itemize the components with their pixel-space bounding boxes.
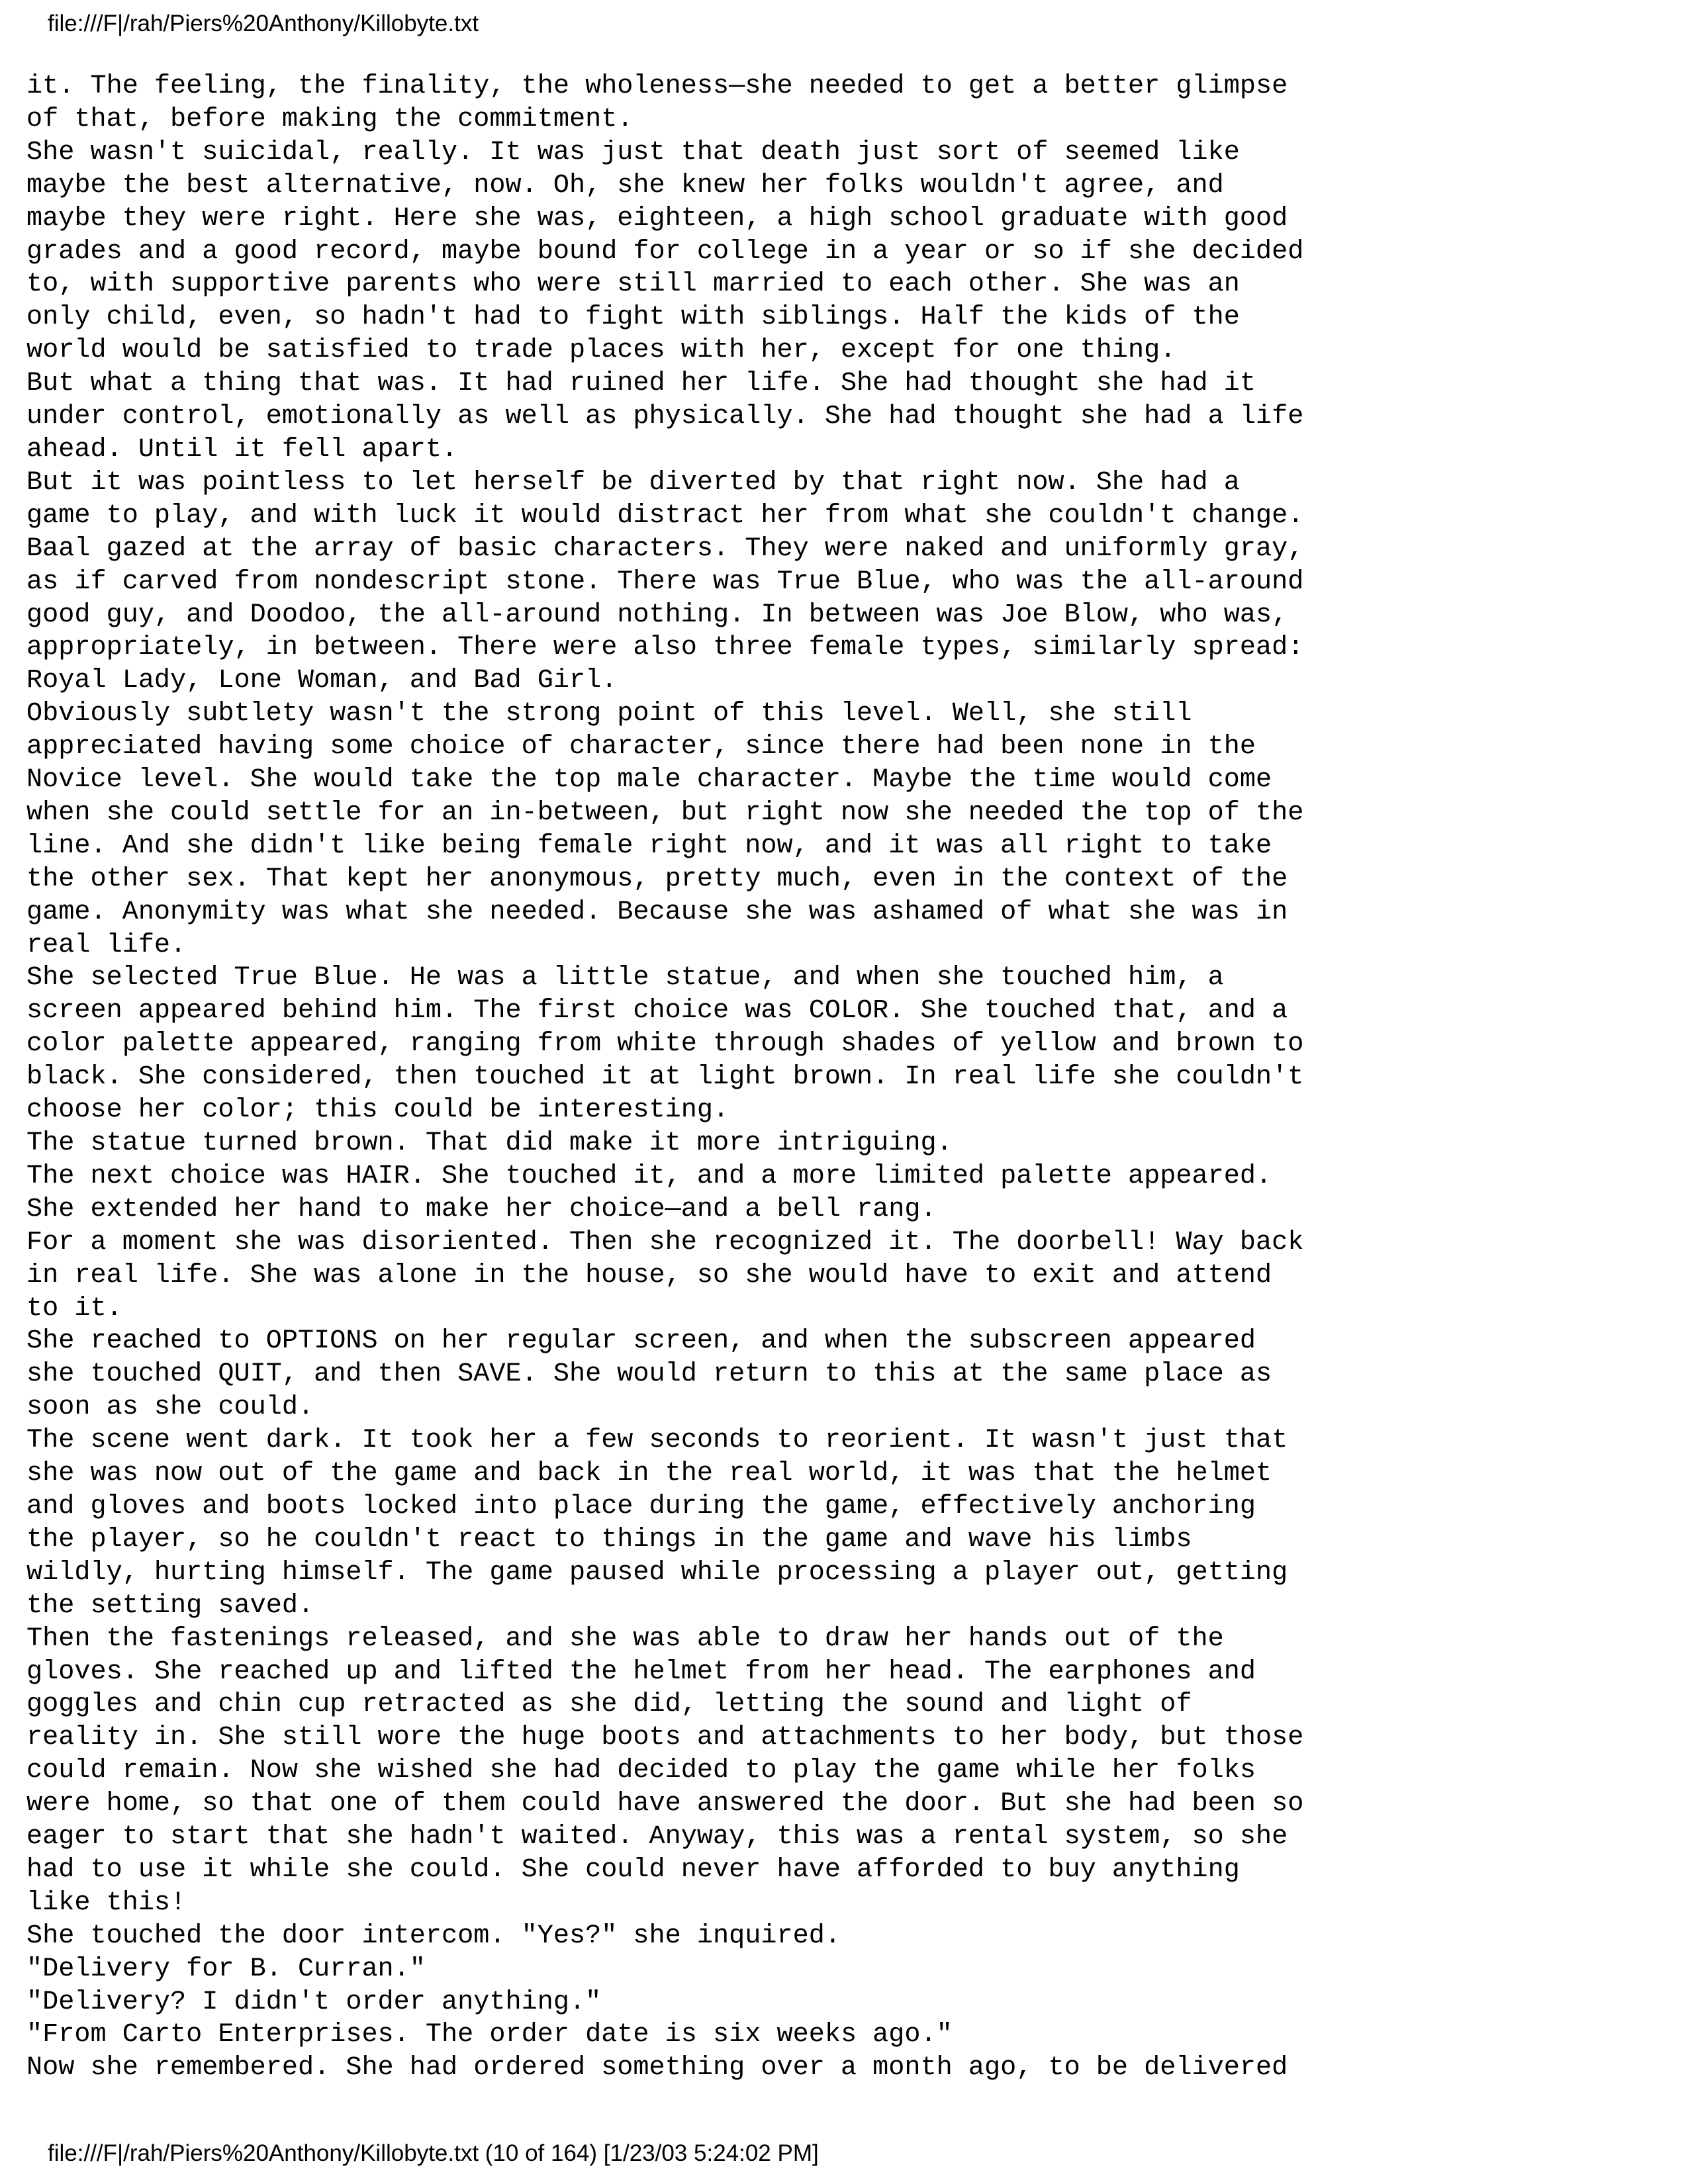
text-line: But it was pointless to let herself be diverted by that right now. She had a (26, 467, 1240, 498)
text-line: good guy, and Doodoo, the all-around nothing. In between was Joe Blow, who was, (26, 600, 1288, 630)
text-line: real life. (26, 930, 187, 960)
text-line: like this! (26, 1888, 187, 1918)
text-line: color palette appeared, ranging from white through shades of yellow and brown to (26, 1029, 1304, 1060)
text-line: could remain. Now she wished she had decided to play the game while her folks (26, 1756, 1256, 1786)
text-line: only child, even, so hadn't had to fight with siblings. Half the kids of the (26, 302, 1240, 333)
text-line: Royal Lady, Lone Woman, and Bad Girl. (26, 666, 618, 696)
text-line: were home, so that one of them could have answered the door. But she had been so (26, 1789, 1304, 1819)
text-line: For a moment she was disoriented. Then she recognized it. The doorbell! Way back (26, 1227, 1304, 1257)
text-line: eager to start that she hadn't waited. Anyway, this was a rental system, so she (26, 1822, 1288, 1852)
text-line: soon as she could. (26, 1392, 314, 1423)
text-line: screen appeared behind him. The first choice was COLOR. She touched that, and a (26, 996, 1288, 1026)
text-line: game. Anonymity was what she needed. Because she was ashamed of what she was in (26, 897, 1288, 927)
text-line: to, with supportive parents who were still married to each other. She was an (26, 269, 1240, 300)
text-line: it. The feeling, the finality, the wholeness—she needed to get a better glimpse (26, 71, 1288, 101)
text-line: Novice level. She would take the top male character. Maybe the time would come (26, 765, 1272, 796)
text-line: and gloves and boots locked into place during the game, effectively anchoring (26, 1491, 1256, 1522)
text-line: Obviously subtlety wasn't the strong point of this level. Well, she still (26, 699, 1192, 729)
text-line: world would be satisfied to trade places with her, except for one thing. (26, 336, 1176, 366)
text-line: Baal gazed at the array of basic characters. They were naked and uniformly gray, (26, 533, 1304, 564)
text-line: to it. (26, 1293, 122, 1324)
text-line: maybe the best alternative, now. Oh, she knew her folks wouldn't agree, and (26, 170, 1224, 201)
text-line: she was now out of the game and back in the real world, it was that the helmet (26, 1459, 1272, 1489)
text-line: "From Carto Enterprises. The order date is six weeks ago." (26, 2020, 953, 2050)
text-line: the other sex. That kept her anonymous, pretty much, even in the context of the (26, 864, 1288, 894)
text-line: reality in. She still wore the huge boots and attachments to her body, but those (26, 1723, 1304, 1753)
text-line: appreciated having some choice of character, since there had been none in the (26, 732, 1256, 762)
text-line: wildly, hurting himself. The game paused while processing a player out, getting (26, 1557, 1288, 1588)
document-text (26, 70, 1662, 2085)
page-footer-info: file:///F|/rah/Piers%20Anthony/Killobyte.txt (10 of 164) [1/23/03 5:24:02 PM] (48, 2140, 819, 2166)
text-line: maybe they were right. Here she was, eighteen, a high school graduate with good (26, 203, 1288, 234)
text-line: She touched the door intercom. "Yes?" she inquired. (26, 1921, 841, 1951)
text-line: the setting saved. (26, 1590, 314, 1621)
text-line: But what a thing that was. It had ruined her life. She had thought she had it (26, 369, 1256, 399)
text-line: Now she remembered. She had ordered something over a month ago, to be delivered (26, 2053, 1288, 2083)
text-line: of that, before making the commitment. (26, 104, 633, 134)
text-line: The scene went dark. It took her a few seconds to reorient. It wasn't just that (26, 1426, 1288, 1456)
text-line: in real life. She was alone in the house, so she would have to exit and attend (26, 1260, 1272, 1291)
text-line: "Delivery? I didn't order anything." (26, 1987, 602, 2017)
text-line: "Delivery for B. Curran." (26, 1954, 426, 1984)
text-line: game to play, and with luck it would distract her from what she couldn't change. (26, 500, 1304, 531)
text-line: The statue turned brown. That did make it more intriguing. (26, 1128, 953, 1158)
text-line: She extended her hand to make her choice—and a bell rang. (26, 1194, 937, 1224)
text-line: black. She considered, then touched it at light brown. In real life she couldn't (26, 1062, 1304, 1093)
text-line: the player, so he couldn't react to things in the game and wave his limbs (26, 1524, 1192, 1555)
text-line: She selected True Blue. He was a little statue, and when she touched him, a (26, 963, 1224, 993)
page-header-url: file:///F|/rah/Piers%20Anthony/Killobyte.txt (48, 11, 479, 36)
text-line: choose her color; this could be interesting. (26, 1095, 729, 1126)
text-line: Then the fastenings released, and she was able to draw her hands out of the (26, 1623, 1224, 1654)
text-line: She reached to OPTIONS on her regular screen, and when the subscreen appeared (26, 1326, 1256, 1357)
text-line: had to use it while she could. She could never have afforded to buy anything (26, 1854, 1240, 1885)
text-line: grades and a good record, maybe bound for college in a year or so if she decided (26, 236, 1304, 267)
text-line: appropriately, in between. There were also three female types, similarly spread: (26, 633, 1304, 663)
text-line: The next choice was HAIR. She touched it, and a more limited palette appeared. (26, 1161, 1272, 1191)
text-line: ahead. Until it fell apart. (26, 434, 458, 465)
text-line: as if carved from nondescript stone. There was True Blue, who was the all-around (26, 567, 1304, 597)
text-line: goggles and chin cup retracted as she did, letting the sound and light of (26, 1690, 1192, 1720)
text-line: under control, emotionally as well as physically. She had thought she had a life (26, 402, 1304, 432)
text-line: line. And she didn't like being female right now, and it was all right to take (26, 831, 1272, 861)
text-line: when she could settle for an in-between, but right now she needed the top of the (26, 797, 1304, 828)
text-line: She wasn't suicidal, really. It was just that death just sort of seemed like (26, 137, 1240, 167)
text-line: gloves. She reached up and lifted the helmet from her head. The earphones and (26, 1657, 1256, 1687)
text-line: she touched QUIT, and then SAVE. She would return to this at the same place as (26, 1359, 1272, 1390)
